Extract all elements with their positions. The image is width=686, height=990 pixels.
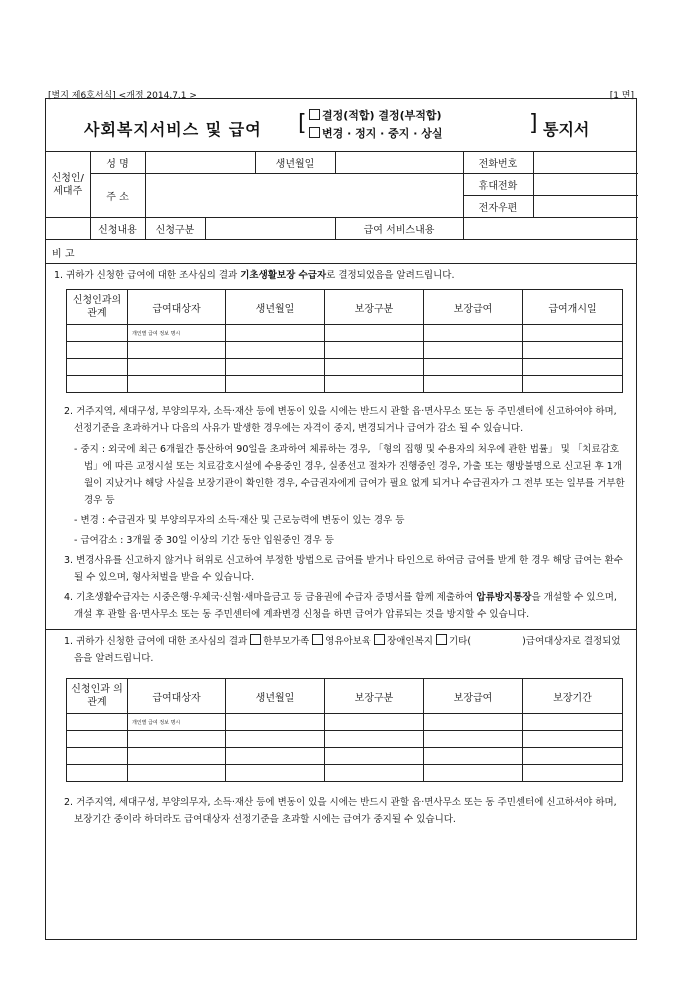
table-row bbox=[67, 714, 623, 731]
s3-main: 3. 변경사유를 신고하지 않거나 허위로 신고하여 부정한 방법으로 급여를 받거나 타인으로 하여금 급여를 받게 한 경우 해당 급여는 환수될 수 있으며, 형사처벌을 받을 수 있습니다. bbox=[64, 555, 623, 583]
opt-single-parent: 한부모가족 bbox=[263, 636, 310, 647]
applicant-group-label: 신청인/세대주 bbox=[46, 152, 90, 218]
col-birth: 생년월일 bbox=[226, 290, 325, 325]
col-category-2: 보장구분 bbox=[325, 679, 424, 714]
title-area bbox=[46, 99, 636, 152]
email-field[interactable] bbox=[533, 196, 638, 218]
opt-other: 기타( bbox=[449, 636, 472, 647]
s1-text-a: 1. 귀하가 신청한 급여에 대한 조사심의 결과 bbox=[54, 270, 241, 281]
section1 bbox=[46, 264, 636, 284]
checkbox-single-parent[interactable] bbox=[250, 634, 261, 645]
col-recipient: 급여대상자 bbox=[128, 290, 226, 325]
checkbox-disability[interactable] bbox=[374, 634, 385, 645]
col-benefit: 보장급여 bbox=[424, 290, 523, 325]
remarks-label: 비 고 bbox=[52, 249, 75, 260]
form-title: 사회복지서비스 및 급여 bbox=[84, 120, 262, 139]
option-line2: 변경 · 정지 · 중지 · 상실 bbox=[322, 127, 443, 140]
checkbox-change[interactable] bbox=[309, 127, 320, 138]
email-label: 전자우편 bbox=[463, 196, 533, 218]
close-bracket: ] bbox=[529, 111, 538, 136]
section2 bbox=[46, 403, 636, 623]
address-field[interactable] bbox=[145, 174, 463, 218]
col-relation: 신청인과의 관계 bbox=[67, 290, 128, 325]
s2-reduce: - 급여감소 : 3개월 중 30일 이상의 기간 동안 입원중인 경우 등 bbox=[74, 535, 334, 546]
remarks-row bbox=[46, 240, 636, 264]
table-note-2: 개인별 급여 정보 명시 bbox=[128, 714, 226, 731]
s6-main: 2. 거주지역, 세대구성, 부양의무자, 소득·재산 등에 변동이 있을 시에는 반드시 관할 읍·면사무소 또는 동 주민센터에 신고하셔야 하며, 보장기간 중이라 하더라도 급여대상자 선정기준을 초과할 시에는 급여가 중지될 수 있습니다. bbox=[64, 797, 617, 825]
birth-field[interactable] bbox=[335, 152, 463, 174]
s2-main: 2. 거주지역, 세대구성, 부양의무자, 소득·재산 등에 변동이 있을 시에는 반드시 관할 읍·면사무소 또는 동 주민센터에 신고하여야 하며, 선정기준을 초과하거나 다음의 사유가 발생한 경우에는 자격이 중지, 변경되거나 급여가 감소 될 수 있습니다. bbox=[64, 406, 617, 434]
s2-change: - 변경 : 수급권자 및 부양의무자의 소득·재산 및 근로능력에 변동이 있는 경우 등 bbox=[74, 515, 405, 526]
benefit-table-2 bbox=[66, 678, 623, 782]
s5-text-a: 1. 귀하가 신청한 급여에 대한 조사심의 결과 bbox=[64, 636, 248, 647]
birth-label: 생년월일 bbox=[255, 152, 335, 174]
checkbox-other[interactable] bbox=[436, 634, 447, 645]
col-recipient-2: 급여대상자 bbox=[128, 679, 226, 714]
s4-text-a: 4. 기초생활수급자는 시중은행·우체국·신협·새마을금고 등 금융권에 수급자 증명서를 함께 제출하여 bbox=[64, 592, 477, 603]
name-field[interactable] bbox=[145, 152, 255, 174]
checkbox-suitable[interactable] bbox=[309, 109, 320, 120]
section5 bbox=[46, 630, 636, 667]
phone-label: 전화번호 bbox=[463, 152, 533, 174]
name-label: 성 명 bbox=[90, 152, 145, 174]
table-row bbox=[67, 765, 623, 782]
s4-text-c: 을 개설할 수 있으며, 개설 후 관할 읍·면사무소 또는 동 주민센터에 계좌변경 신청을 하면 급여가 압류되는 것을 방지할 수 있습니다. bbox=[74, 592, 617, 620]
decision-options bbox=[309, 107, 443, 143]
opt-disability: 장애인복지 bbox=[387, 636, 433, 647]
mobile-field[interactable] bbox=[533, 174, 638, 196]
table-row bbox=[67, 325, 623, 342]
applicant-table bbox=[46, 152, 638, 240]
col-benefit-2: 보장급여 bbox=[424, 679, 523, 714]
app-content-label: 신청내용 bbox=[90, 218, 145, 240]
benefit-table-1 bbox=[66, 289, 623, 393]
open-bracket: [ bbox=[298, 111, 307, 136]
benefit-service-field[interactable] bbox=[463, 218, 638, 240]
option-line1: 결정(적합) 결정(부적합) bbox=[322, 109, 442, 122]
checkbox-infant-care[interactable] bbox=[312, 634, 323, 645]
title-suffix: 통지서 bbox=[543, 120, 590, 139]
app-type-label: 신청구분 bbox=[145, 218, 205, 240]
col-birth-2: 생년월일 bbox=[226, 679, 325, 714]
s5-text-b: )급여대상자로 결정되었음을 알려드립니다. bbox=[74, 636, 621, 664]
table-row bbox=[67, 359, 623, 376]
table-note: 개인별 급여 정보 명시 bbox=[128, 325, 226, 342]
page-number: [1 면] bbox=[609, 91, 634, 101]
s1-text-bold: 기초생활보장 수급자 bbox=[240, 270, 327, 281]
address-label: 주 소 bbox=[90, 174, 145, 218]
s1-text-c: 로 결정되었음을 알려드립니다. bbox=[326, 270, 455, 281]
mobile-label: 휴대전화 bbox=[463, 174, 533, 196]
s4-text-bold: 압류방지통장 bbox=[476, 592, 532, 603]
app-type-field[interactable] bbox=[205, 218, 335, 240]
benefit-service-label: 급여 서비스내용 bbox=[335, 218, 463, 240]
phone-field[interactable] bbox=[533, 152, 638, 174]
table-row bbox=[67, 748, 623, 765]
col-start-date: 급여개시일 bbox=[523, 290, 623, 325]
table-row bbox=[67, 376, 623, 393]
section6 bbox=[46, 794, 636, 828]
col-category: 보장구분 bbox=[325, 290, 424, 325]
form-number: [별지 제6호서식] <개정 2014.7.1 > bbox=[48, 91, 197, 101]
notice-form bbox=[45, 98, 637, 940]
table-row bbox=[67, 731, 623, 748]
col-relation-2: 신청인과 의관계 bbox=[67, 679, 128, 714]
col-period-2: 보장기간 bbox=[523, 679, 623, 714]
opt-infant-care: 영유아보육 bbox=[325, 636, 372, 647]
table-row bbox=[67, 342, 623, 359]
s2-stop: - 중지 : 외국에 최근 6개월간 통산하여 90일을 초과하여 체류하는 경우, 「형의 집행 및 수용자의 처우에 관한 법률」 및 「치료감호법」에 따른 교정시설 또는 치료감호시설에 수용중인 경우, 실종선고 절차가 진행중인 경우, 가출 또는 행방불명으로 신고된 후 1개월이 지났거나 해당 사실을 보장기관이 확인한 경우, 수급권자에게 급여가 필요 없게 되거나 수급권자가 그 전부 또는 일부를 거부한 경우 등 bbox=[74, 444, 625, 506]
